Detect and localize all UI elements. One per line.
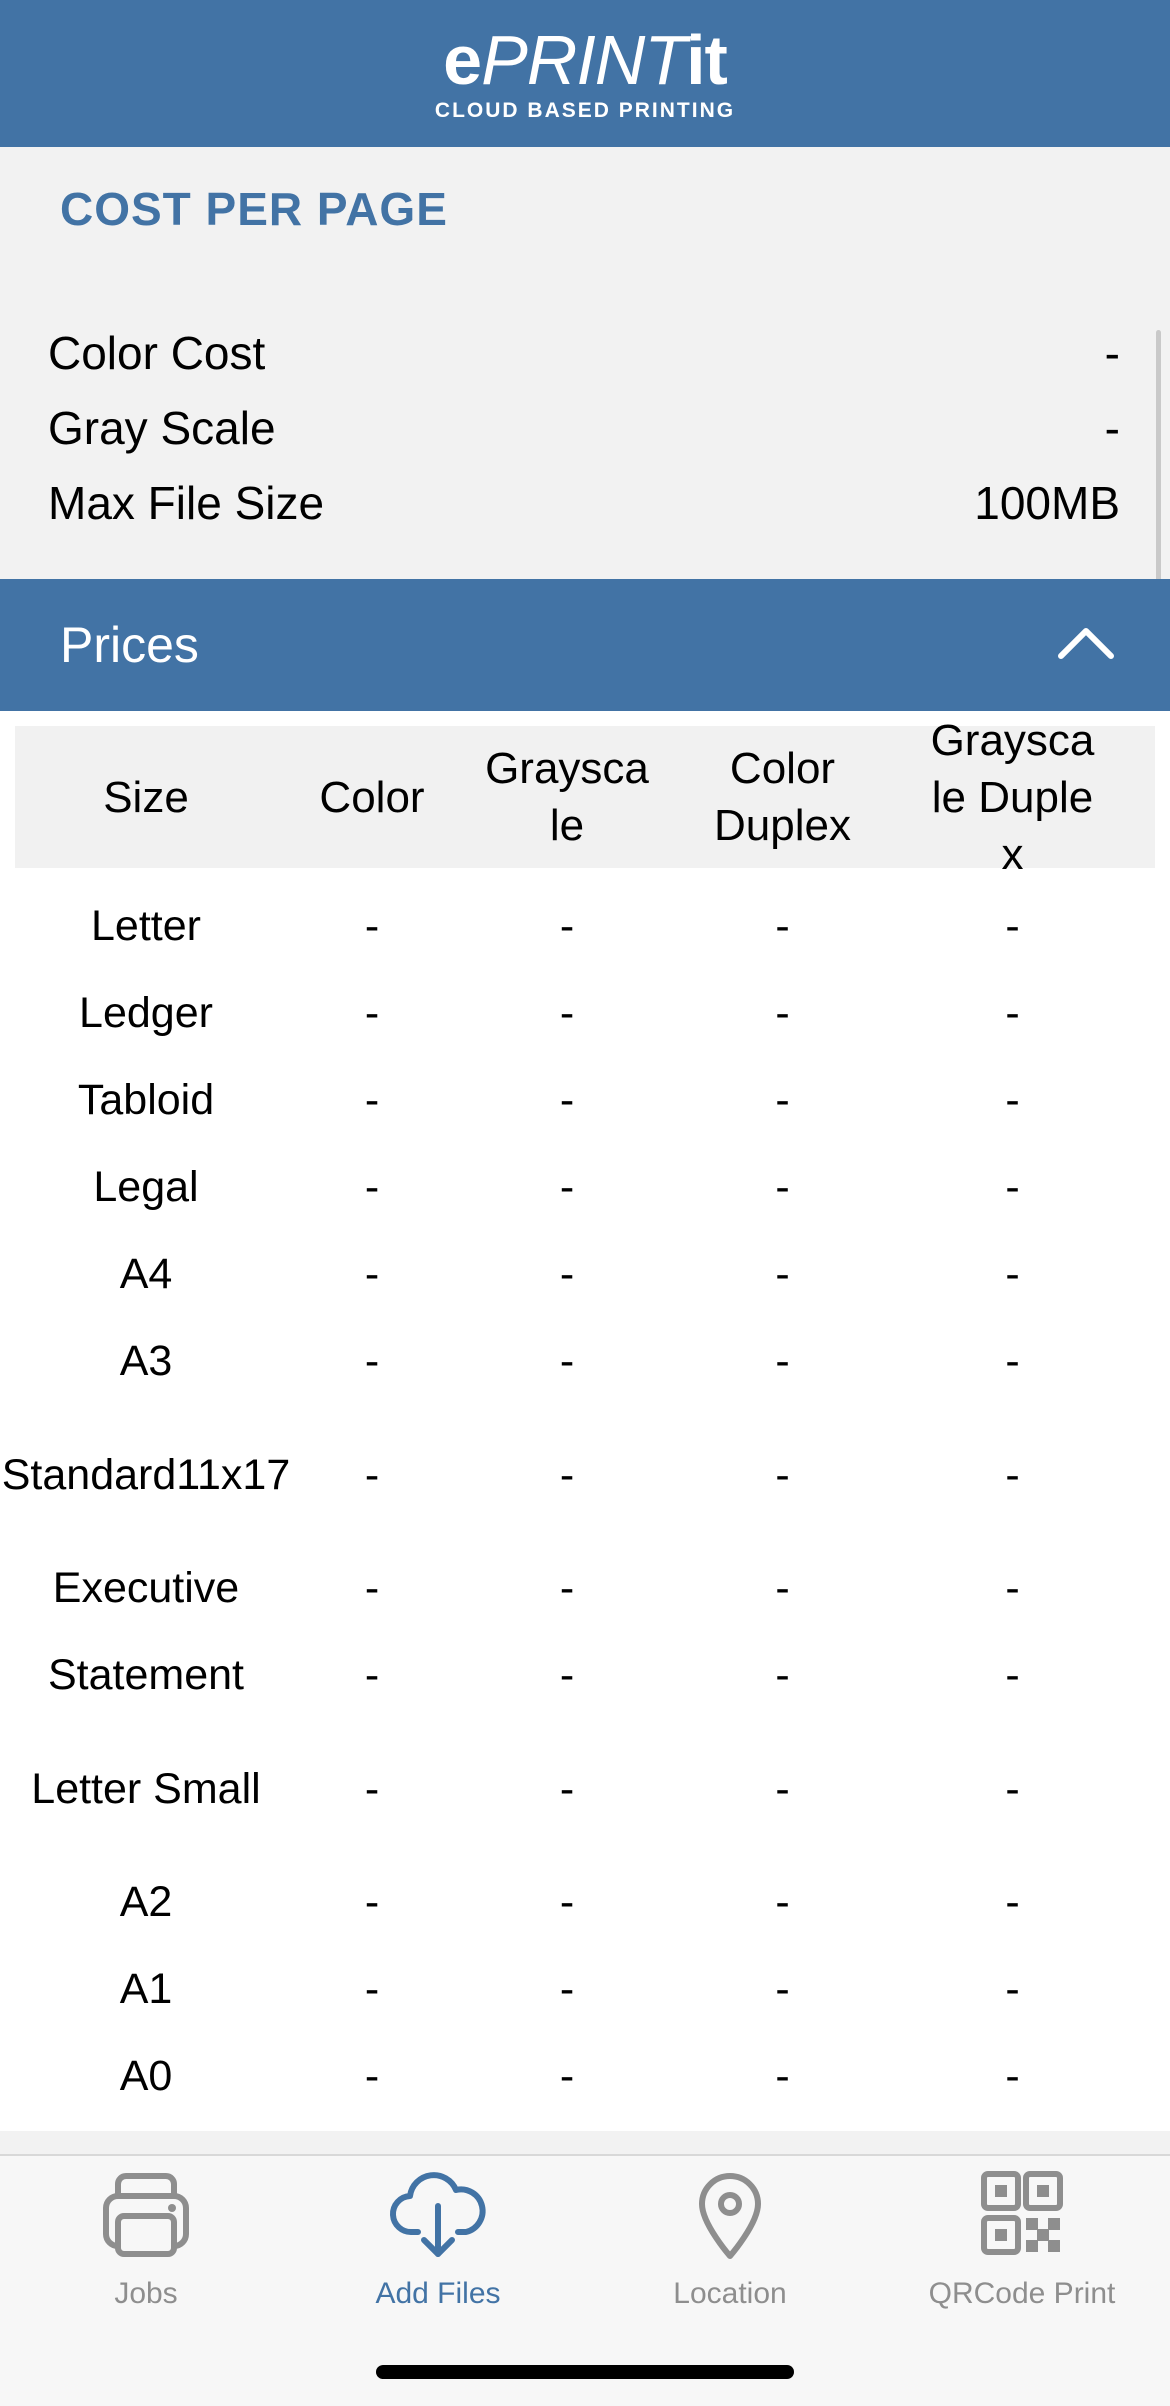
size-cell: Standard11x17 [1, 1450, 291, 1499]
size-cell: Executive [52, 1564, 240, 1612]
size-cell: Tabloid [77, 1076, 215, 1124]
price-cell: - [364, 1965, 380, 2013]
price-cell: - [364, 1564, 380, 1612]
info-row-max-file-size [48, 473, 1120, 533]
col-header-color: Color [319, 772, 425, 822]
tab-add-files[interactable] [292, 2170, 584, 2320]
price-cell: - [775, 1878, 790, 1926]
price-cell: - [1005, 1764, 1020, 1813]
info-label: Color Cost [48, 327, 266, 379]
table-row [0, 1231, 1170, 1318]
price-cell: - [775, 1163, 790, 1211]
table-row [0, 1144, 1170, 1231]
size-cell: A2 [119, 1878, 173, 1926]
tab-qrcode-print[interactable] [876, 2170, 1168, 2320]
table-row [0, 2033, 1170, 2120]
tab-location[interactable] [584, 2170, 876, 2320]
table-row [0, 1318, 1170, 1405]
price-cell: - [1005, 902, 1020, 950]
price-cell: - [775, 989, 790, 1037]
price-cell: - [364, 1337, 380, 1385]
home-indicator[interactable] [376, 2365, 794, 2379]
price-cell: - [1005, 1564, 1020, 1612]
prices-toggle[interactable] [0, 579, 1170, 711]
table-row [0, 970, 1170, 1057]
price-cell: - [775, 1564, 790, 1612]
info-value: - [1104, 402, 1120, 454]
tab-label: QRCode Print [928, 2277, 1116, 2310]
price-cell: - [559, 1878, 575, 1926]
price-cell: - [559, 1163, 575, 1211]
price-cell: - [559, 1337, 575, 1385]
info-label: Gray Scale [48, 402, 276, 454]
price-cell: - [1005, 1163, 1020, 1211]
price-cell: - [1005, 2052, 1020, 2100]
logo-it: it [686, 20, 727, 99]
app-header [0, 0, 1170, 147]
location-pin-icon [680, 2170, 780, 2265]
info-value: 100MB [974, 477, 1120, 529]
price-cell: - [775, 1337, 790, 1385]
price-cell: - [559, 1076, 575, 1124]
table-row [0, 1859, 1170, 1946]
price-cell: - [775, 1965, 790, 2013]
price-cell: - [364, 902, 380, 950]
tab-label: Location [673, 2277, 787, 2310]
price-cell: - [559, 1564, 575, 1612]
size-cell: Ledger [79, 989, 213, 1037]
price-cell: - [1005, 1337, 1020, 1385]
price-cell: - [364, 1076, 380, 1124]
price-cell: - [559, 1651, 575, 1699]
price-cell: - [559, 1450, 575, 1499]
prices-table [0, 711, 1170, 2131]
size-cell: Letter [91, 902, 201, 950]
col-header-grayscale: Grayscale [485, 744, 649, 850]
price-cell: - [559, 2052, 575, 2100]
price-cell: - [1005, 989, 1020, 1037]
price-cell: - [364, 1163, 380, 1211]
price-cell: - [364, 1878, 380, 1926]
table-row [0, 1545, 1170, 1632]
table-header [15, 715, 1155, 879]
logo-e: e [443, 20, 482, 99]
price-cell: - [775, 1764, 790, 1813]
size-cell: A0 [119, 2052, 173, 2100]
chevron-up-icon[interactable] [1057, 626, 1115, 665]
size-cell: A1 [119, 1965, 173, 2013]
price-cell: - [364, 1651, 380, 1699]
info-label: Max File Size [48, 477, 325, 529]
price-cell: - [1005, 1651, 1020, 1699]
price-cell: - [775, 1076, 790, 1124]
price-cell: - [1005, 1076, 1020, 1124]
table-row [0, 1057, 1170, 1144]
price-cell: - [559, 989, 575, 1037]
col-header-color-duplex: Color Duplex [714, 744, 851, 850]
price-cell: - [364, 989, 380, 1037]
price-cell: - [559, 1965, 575, 2013]
logo-print: PRINT [481, 20, 687, 99]
price-cell: - [364, 1764, 380, 1813]
printer-icon [96, 2170, 196, 2265]
tab-jobs[interactable] [0, 2170, 292, 2320]
col-header-size: Size [103, 772, 189, 822]
info-row-gray-scale [48, 398, 1120, 458]
price-cell: - [775, 1450, 790, 1499]
price-cell: - [559, 1764, 575, 1813]
info-value: - [1104, 327, 1120, 379]
price-cell: - [775, 1250, 790, 1298]
table-row [0, 883, 1170, 970]
cloud-download-icon [388, 2170, 488, 2265]
table-row [0, 1946, 1170, 2033]
price-cell: - [559, 902, 575, 950]
price-cell: - [1005, 1450, 1020, 1499]
tab-label: Add Files [375, 2277, 501, 2310]
table-row [0, 1405, 1170, 1545]
col-header-grayscale-duplex: Grayscale Duplex [930, 715, 1095, 879]
price-cell: - [775, 1651, 790, 1699]
size-cell: A4 [119, 1250, 173, 1298]
price-cell: - [364, 2052, 380, 2100]
price-cell: - [1005, 1878, 1020, 1926]
size-cell: Legal [93, 1163, 199, 1211]
size-cell: Letter Small [31, 1764, 261, 1813]
logo-subtitle: CLOUD BASED PRINTING [434, 98, 736, 122]
price-cell: - [775, 902, 790, 950]
size-cell: A3 [119, 1337, 173, 1385]
info-row-color-cost [48, 323, 1120, 383]
table-row [0, 1632, 1170, 1719]
price-cell: - [1005, 1965, 1020, 2013]
price-cell: - [775, 2052, 790, 2100]
price-cell: - [364, 1450, 380, 1499]
prices-label: Prices [60, 617, 199, 673]
qr-code-icon [972, 2170, 1072, 2265]
size-cell: Statement [48, 1651, 244, 1699]
price-cell: - [1005, 1250, 1020, 1298]
price-cell: - [559, 1250, 575, 1298]
table-row [0, 1719, 1170, 1859]
tab-label: Jobs [114, 2277, 178, 2310]
cost-per-page-title: COST PER PAGE [60, 183, 448, 235]
eprintit-logo [443, 20, 727, 99]
price-cell: - [364, 1250, 380, 1298]
